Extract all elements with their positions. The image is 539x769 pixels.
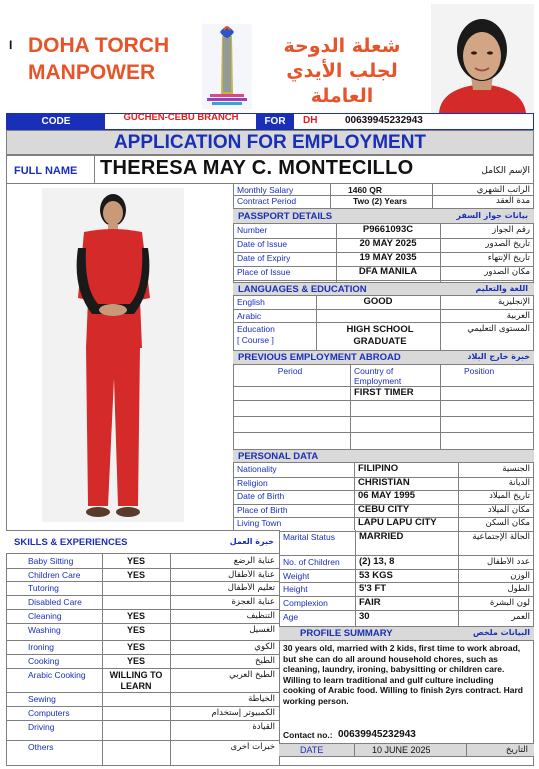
left-mark: I — [9, 38, 13, 52]
date-ar: التاريخ — [505, 745, 528, 755]
passport-value: P9661093C — [362, 225, 414, 235]
skill-value: YES — [126, 556, 145, 566]
status-label: Marital Status — [283, 532, 335, 542]
period-ar: مدة العقد — [496, 196, 530, 206]
row-divider — [6, 720, 279, 721]
skill-label: Washing — [28, 625, 61, 635]
personal-ar: الديانة — [508, 477, 530, 488]
row-divider — [6, 623, 279, 624]
agency-name-ar — [262, 34, 422, 109]
dh-label: DH — [303, 115, 318, 126]
skill-label: Sewing — [28, 694, 56, 704]
row-divider — [6, 692, 279, 693]
status-ar: الوزن — [510, 571, 530, 581]
skill-value: WILLING TO LEARN — [109, 670, 163, 691]
skill-ar: الطبخ العربي — [229, 670, 275, 680]
page-title: APPLICATION FOR EMPLOYMENT — [6, 130, 534, 155]
personal-ar: مكان الميلاد — [487, 504, 530, 515]
skill-ar: عناية الرضع — [233, 556, 275, 566]
personal-value: FILIPINO — [358, 464, 399, 474]
languages-title: LANGUAGES & EDUCATION — [238, 284, 367, 295]
period-label: Contract Period — [237, 196, 297, 206]
row-divider — [279, 569, 534, 570]
headshot-photo — [431, 4, 534, 113]
personal-ar: الجنسية — [502, 464, 530, 474]
status-value: 5'3 FT — [359, 584, 387, 594]
passport-label: Place of Issue — [237, 267, 291, 277]
skill-label: Ironing — [28, 642, 54, 652]
personal-title: PERSONAL DATA — [238, 451, 319, 462]
passport-label: Date of Issue — [237, 239, 288, 249]
skill-ar: تعليم الأطفال — [227, 583, 275, 593]
status-label: Complexion — [283, 598, 328, 608]
skill-value: YES — [126, 625, 145, 635]
code-label-cell: CODE — [7, 114, 105, 129]
passport-value: DFA MANILA — [358, 267, 418, 277]
passport-label: Number — [237, 225, 268, 235]
education-value: HIGH SCHOOL GRADUATE — [346, 324, 414, 347]
skill-ar: عناية الأطفال — [228, 570, 275, 580]
row-divider — [279, 610, 534, 611]
agency-line2: MANPOWER — [28, 61, 156, 84]
personal-ar: مكان السكن — [485, 518, 530, 529]
salary-label: Monthly Salary — [237, 185, 294, 195]
english-ar: الإنجليزية — [497, 297, 530, 307]
agency-ar-line1: شعلة الدوحة — [283, 35, 401, 57]
agency-line1: DOHA TORCH — [28, 34, 170, 57]
skill-label: Cooking — [28, 656, 60, 666]
status-ar: عدد الأطفال — [486, 557, 530, 567]
code-phone: 00639945232943 — [345, 115, 423, 126]
full-name-value: THERESA MAY C. MONTECILLO — [100, 157, 414, 179]
passport-title: PASSPORT DETAILS — [238, 211, 333, 222]
personal-value: CHRISTIAN — [358, 477, 410, 488]
skill-ar: الطبخ — [255, 656, 275, 666]
education-ar: المستوى التعليمي — [467, 324, 530, 334]
status-ar: الحالة الإجتماعية — [472, 532, 530, 542]
skills-title-ar: خبرة العمل — [229, 537, 274, 546]
col-divider — [440, 224, 441, 282]
row-divider — [279, 555, 534, 556]
torch-logo — [202, 24, 252, 109]
passport-ar: تاريخ الصدور — [485, 239, 530, 249]
profile-text: 30 years old, married with 2 kids, first time to work abroad, but she can do all around household chores, such as cleaning, laundry, ironing, babysitting or children care. Willing to learn traditional and gulf culture including cooking of Arabic food. Willing to finish 2yrs contract. Hard working person. — [283, 643, 523, 706]
status-value: FAIR — [359, 598, 381, 608]
personal-label: Religion — [237, 477, 268, 488]
row-divider — [279, 596, 534, 597]
status-ar: لون البشرة — [489, 598, 530, 608]
row-divider — [233, 280, 534, 281]
row-divider — [6, 568, 279, 569]
status-label: Height — [283, 584, 308, 594]
skill-label: Others — [28, 742, 54, 752]
skill-label: Cleaning — [28, 611, 62, 621]
passport-label: Date of Expiry — [237, 253, 291, 263]
row-divider — [6, 706, 279, 707]
personal-label: Nationality — [237, 464, 277, 474]
agency-name-en — [28, 32, 169, 86]
skill-label: Baby Sitting — [28, 556, 74, 566]
row-divider — [6, 668, 279, 669]
branch-cell: GUCHEN-CEBU BRANCH — [123, 112, 239, 123]
profile-title: PROFILE SUMMARY — [300, 628, 393, 639]
status-label: Weight — [283, 571, 310, 581]
for-label-cell: FOR — [256, 114, 294, 129]
personal-label: Date of Birth — [237, 491, 285, 502]
previous-title-ar: خبرة خارج البلاد — [467, 352, 530, 361]
salary-value: 1460 QR — [347, 185, 383, 195]
skill-ar: الغسيل — [249, 625, 275, 635]
skill-value: YES — [126, 570, 145, 580]
passport-ar: رقم الجواز — [492, 225, 530, 235]
col-divider — [336, 224, 337, 282]
col-position: Position — [464, 366, 495, 376]
skill-label: Driving — [28, 722, 55, 732]
skill-ar: خبرات أخرى — [230, 742, 275, 752]
arabic-ar: العربية — [506, 311, 530, 321]
contact-label: Contact no.: — [283, 730, 333, 740]
status-value: MARRIED — [359, 532, 404, 542]
date-value: 10 JUNE 2025 — [372, 745, 431, 755]
passport-ar: تاريخ الإنتهاء — [487, 253, 530, 263]
skill-ar: الخياطة — [248, 694, 275, 704]
languages-title-ar: اللغة والتعليم — [475, 284, 528, 293]
personal-label: Place of Birth — [237, 504, 288, 515]
skill-label: Tutoring — [28, 583, 59, 593]
status-ar: العمر — [511, 612, 530, 622]
full-body-photo — [42, 188, 184, 522]
full-name-ar: الإسم الكامل — [481, 166, 530, 176]
arabic-label: Arabic — [237, 311, 262, 321]
contact-value: 00639945232943 — [338, 729, 416, 740]
row-divider — [6, 640, 279, 641]
passport-value: 20 MAY 2025 — [359, 239, 417, 249]
skill-label: Computers — [28, 708, 70, 718]
personal-label: Living Town — [237, 518, 282, 529]
skill-label: Arabic Cooking — [28, 670, 86, 680]
period-value: Two (2) Years — [352, 196, 407, 206]
previous-title: PREVIOUS EMPLOYMENT ABROAD — [238, 352, 401, 363]
agency-ar-line2: لجلب الأيدي العاملة — [286, 60, 398, 107]
profile-title-ar: البيانات ملخص — [472, 628, 530, 637]
salary-ar: الراتب الشهري — [476, 185, 530, 195]
english-label: English — [237, 297, 265, 307]
row-divider — [6, 581, 279, 582]
passport-ar: مكان الصدور — [484, 267, 530, 277]
skill-value: YES — [126, 656, 145, 666]
status-value: 53 KGS — [359, 571, 393, 581]
personal-value: 06 MAY 1995 — [358, 491, 416, 502]
passport-title-ar: بيانات جواز السفر — [456, 211, 528, 220]
skill-ar: الكوي — [254, 642, 275, 652]
row-divider — [6, 609, 279, 610]
skill-value: YES — [126, 611, 145, 621]
skill-ar: عناية العجزة — [231, 597, 275, 607]
status-ar: الطول — [507, 584, 530, 594]
personal-value: LAPU LAPU CITY — [358, 518, 437, 529]
english-value: GOOD — [363, 297, 393, 307]
personal-ar: تاريخ الميلاد — [489, 491, 530, 502]
skill-ar: القيادة — [252, 722, 275, 732]
skills-title: SKILLS & EXPERIENCES — [14, 537, 128, 548]
skill-label: Disabled Care — [28, 597, 82, 607]
row-divider — [6, 654, 279, 655]
status-label: No. of Children — [283, 557, 340, 567]
row-divider — [279, 582, 534, 583]
row-divider — [6, 595, 279, 596]
col-period: Period — [277, 366, 303, 376]
status-value: (2) 13, 8 — [359, 557, 395, 567]
col-country: Country of Employment — [354, 366, 402, 386]
date-label: DATE — [300, 745, 324, 755]
skill-value: YES — [126, 642, 145, 652]
previous-value: FIRST TIMER — [354, 388, 414, 398]
passport-value: 19 MAY 2035 — [359, 253, 417, 263]
skill-label: Children Care — [28, 570, 81, 580]
skill-ar: التنظيف — [246, 611, 275, 621]
full-name-label: FULL NAME — [14, 165, 78, 177]
education-label: Education [ Course ] — [237, 324, 275, 345]
status-label: Age — [283, 612, 299, 622]
row-divider — [6, 740, 279, 741]
skill-ar: الكمبيوتر إستخدام — [211, 708, 275, 718]
personal-value: CEBU CITY — [358, 504, 410, 515]
status-value: 30 — [359, 612, 370, 622]
